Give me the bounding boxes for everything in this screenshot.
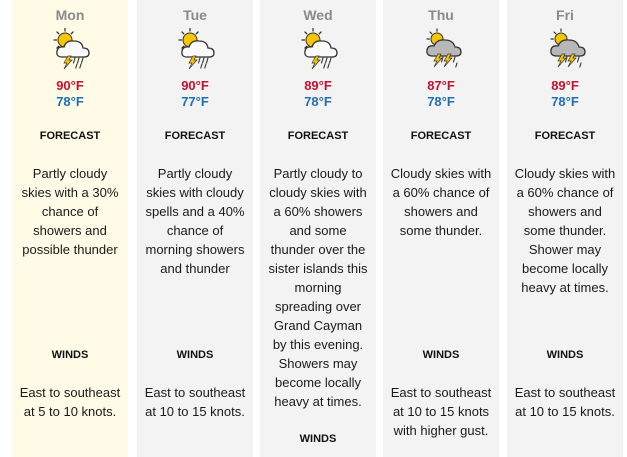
winds-heading: WINDS (51, 349, 89, 361)
low-temp: 77°F (181, 94, 209, 109)
day-name: Fri (556, 7, 574, 23)
cloudy-thunder-rain-icon (422, 27, 464, 69)
high-temp: 89°F (551, 78, 579, 93)
forecast-heading: FORECAST (410, 130, 472, 142)
day-column-fri (507, 0, 623, 457)
winds-text: East to southeast at 10 to 15 knots. (144, 385, 246, 419)
forecast-heading: FORECAST (534, 130, 596, 142)
day-column-mon (12, 0, 128, 457)
day-name: Thu (428, 7, 454, 23)
forecast-heading: FORECAST (164, 130, 226, 142)
winds-text: East to southeast at 10 to 15 knots with higher gust. (390, 385, 492, 438)
forecast-text: Cloudy skies with a 60% chance of showers and some thunder. (390, 166, 492, 238)
low-temp: 78°F (304, 94, 332, 109)
forecast-text: Partly cloudy skies with cloudy spells and a 40% chance of morning showers and thunder (145, 166, 245, 276)
day-column-wed (260, 0, 376, 457)
winds-heading: WINDS (176, 349, 214, 361)
partly-cloudy-thunder-rain-icon (299, 27, 341, 69)
cloudy-thunder-rain-icon (546, 27, 588, 69)
day-column-thu (383, 0, 499, 457)
forecast-text: Partly cloudy to cloudy skies with a 60% showers and some thunder over the sister islands this morning spreading over Grand Cayman by this evening. Showers may become locally heavy at times. (268, 166, 368, 409)
forecast-heading: FORECAST (39, 130, 101, 142)
day-name: Wed (303, 7, 333, 23)
forecast-text: Partly cloudy skies with a 30% chance of showers and possible thunder (21, 166, 119, 257)
high-temp: 90°F (56, 78, 84, 93)
partly-cloudy-thunder-rain-icon (176, 27, 218, 69)
low-temp: 78°F (56, 94, 84, 109)
forecast-heading: FORECAST (287, 130, 349, 142)
day-column-tue (137, 0, 253, 457)
winds-heading: WINDS (422, 349, 460, 361)
day-name: Tue (183, 7, 207, 23)
forecast-text: Cloudy skies with a 60% chance of showers and some thunder. Shower may become locally heavy at times. (514, 166, 616, 295)
partly-cloudy-thunder-rain-icon (51, 27, 93, 69)
winds-heading: WINDS (546, 349, 584, 361)
day-name: Mon (55, 7, 85, 23)
winds-text: East to southeast at 10 to 15 knots. (514, 385, 616, 419)
winds-heading: WINDS (299, 433, 337, 445)
high-temp: 89°F (304, 78, 332, 93)
high-temp: 90°F (181, 78, 209, 93)
winds-text: East to southeast at 5 to 10 knots. (19, 385, 121, 419)
high-temp: 87°F (427, 78, 455, 93)
low-temp: 78°F (427, 94, 455, 109)
low-temp: 78°F (551, 94, 579, 109)
